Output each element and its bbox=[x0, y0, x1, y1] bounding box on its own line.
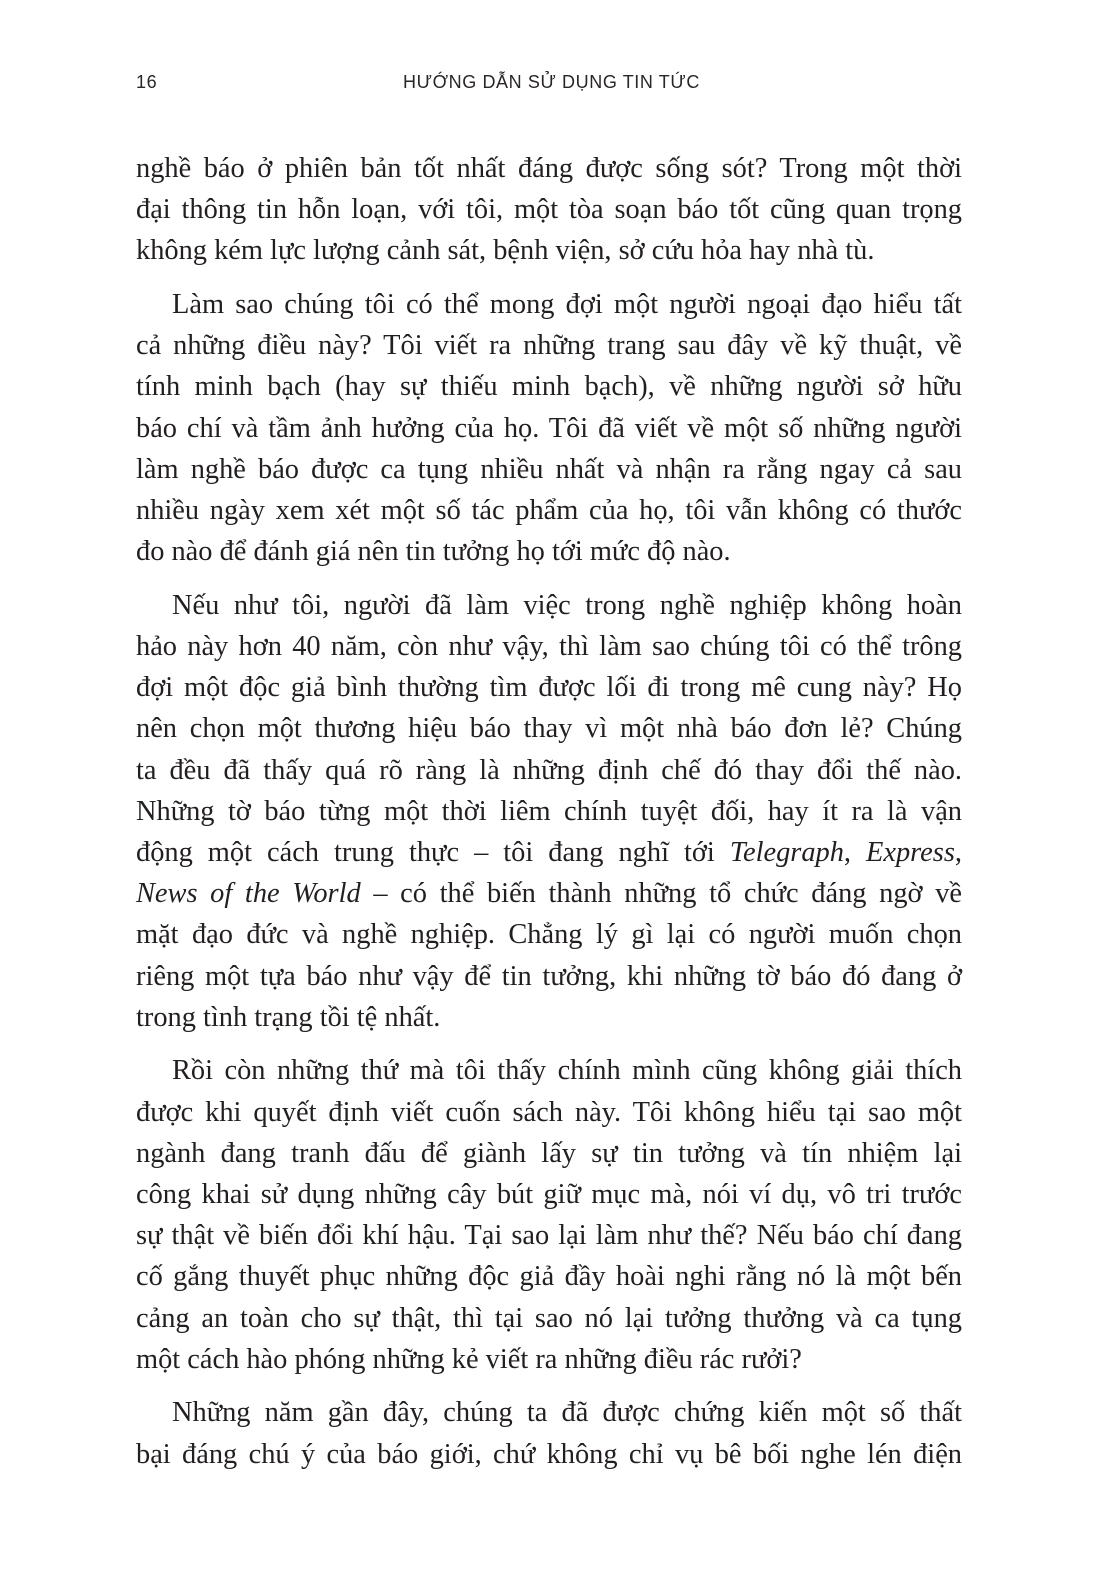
paragraph-1 bbox=[136, 148, 962, 272]
text-line: làm nghề báo được ca tụng nhiều nhất và nhận ra rằng ngay cả sau bbox=[136, 453, 962, 485]
text-span: , bbox=[954, 837, 962, 868]
text-line: Những tờ báo từng một thời liêm chính tuyệt đối, hay ít ra là vận bbox=[136, 795, 962, 827]
text-line: đợi một độc giả bình thường tìm được lối đi trong mê cung này? Họ bbox=[136, 672, 962, 704]
text-line: riêng một tựa báo như vậy để tin tưởng, khi những tờ báo đó đang ở bbox=[136, 960, 962, 992]
paragraph-3 bbox=[136, 585, 962, 1038]
text-line: bại đáng chú ý của báo giới, chứ không chỉ vụ bê bối nghe lén điện bbox=[136, 1438, 962, 1470]
text-span: – có thể biến thành những tổ chức đáng ngờ về bbox=[360, 878, 962, 910]
running-head: HƯỚNG DẪN SỬ DỤNG TIN TỨC bbox=[403, 72, 700, 92]
paragraph-5 bbox=[136, 1392, 962, 1474]
page-number: 16 bbox=[136, 72, 158, 92]
text-line: công khai sử dụng những cây bút giữ mục mà, nói ví dụ, vô tri trước bbox=[136, 1179, 962, 1210]
text-line: ngành đang tranh đấu để giành lấy sự tin tưởng và tín nhiệm lại bbox=[136, 1137, 962, 1169]
italic-title-express: Express bbox=[866, 837, 955, 868]
text-span: động một cách trung thực – tôi đang nghĩ tới bbox=[136, 837, 730, 868]
text-line: trong tình trạng tồi tệ nhất. bbox=[136, 1001, 441, 1033]
paragraph-2 bbox=[136, 284, 962, 572]
body-text bbox=[136, 148, 962, 1487]
text-line: Nếu như tôi, người đã làm việc trong nghề nghiệp không hoàn bbox=[172, 589, 962, 621]
text-line: sự thật về biến đổi khí hậu. Tại sao lại làm như thế? Nếu báo chí đang bbox=[136, 1220, 962, 1252]
page-header bbox=[136, 72, 967, 100]
text-line: báo chí và tầm ảnh hưởng của họ. Tôi đã viết về một số những người bbox=[136, 412, 962, 444]
text-span: , bbox=[843, 837, 867, 868]
text-line: ta đều đã thấy quá rõ ràng là những định chế đó thay đổi thế nào. bbox=[136, 754, 962, 786]
italic-title-telegraph: Telegraph bbox=[729, 837, 844, 868]
text-line: tính minh bạch (hay sự thiếu minh bạch), về những người sở hữu bbox=[136, 371, 962, 403]
italic-title-news-of-the-world: News of the World bbox=[136, 878, 361, 910]
text-line: nghề báo ở phiên bản tốt nhất đáng được sống sót? Trong một thời bbox=[136, 153, 962, 184]
text-line: Làm sao chúng tôi có thể mong đợi một người ngoại đạo hiểu tất bbox=[172, 289, 962, 321]
text-line: nhiều ngày xem xét một số tác phẩm của họ, tôi vẫn không có thước bbox=[136, 495, 962, 526]
text-line: đo nào để đánh giá nên tin tưởng họ tới mức độ nào. bbox=[136, 536, 731, 568]
text-line-with-italics bbox=[136, 873, 962, 914]
text-line: cả những điều này? Tôi viết ra những trang sau đây về kỹ thuật, về bbox=[136, 330, 962, 362]
text-line: mặt đạo đức và nghề nghiệp. Chẳng lý gì lại có người muốn chọn bbox=[136, 919, 962, 951]
text-line: Rồi còn những thứ mà tôi thấy chính mình cũng không giải thích bbox=[172, 1055, 962, 1087]
text-line: cố gắng thuyết phục những độc giả đầy hoài nghi rằng nó là một bến bbox=[136, 1261, 962, 1293]
text-line: nên chọn một thương hiệu báo thay vì một nhà báo đơn lẻ? Chúng bbox=[136, 713, 962, 745]
text-line: không kém lực lượng cảnh sát, bệnh viện, sở cứu hỏa hay nhà tù. bbox=[136, 235, 875, 267]
text-line: đại thông tin hỗn loạn, với tôi, một tòa soạn báo tốt cũng quan trọng bbox=[136, 194, 962, 226]
paragraph-4 bbox=[136, 1050, 962, 1380]
text-line: Những năm gần đây, chúng ta đã được chứng kiến một số thất bbox=[172, 1397, 962, 1429]
text-line: một cách hào phóng những kẻ viết ra những điều rác rưởi? bbox=[136, 1343, 802, 1375]
text-line-with-italics bbox=[136, 832, 962, 873]
text-line: cảng an toàn cho sự thật, thì tại sao nó lại tưởng thưởng và ca tụng bbox=[136, 1302, 962, 1334]
text-line: được khi quyết định viết cuốn sách này. Tôi không hiểu tại sao một bbox=[136, 1096, 962, 1128]
text-line: hảo này hơn 40 năm, còn như vậy, thì làm sao chúng tôi có thể trông bbox=[136, 631, 962, 663]
